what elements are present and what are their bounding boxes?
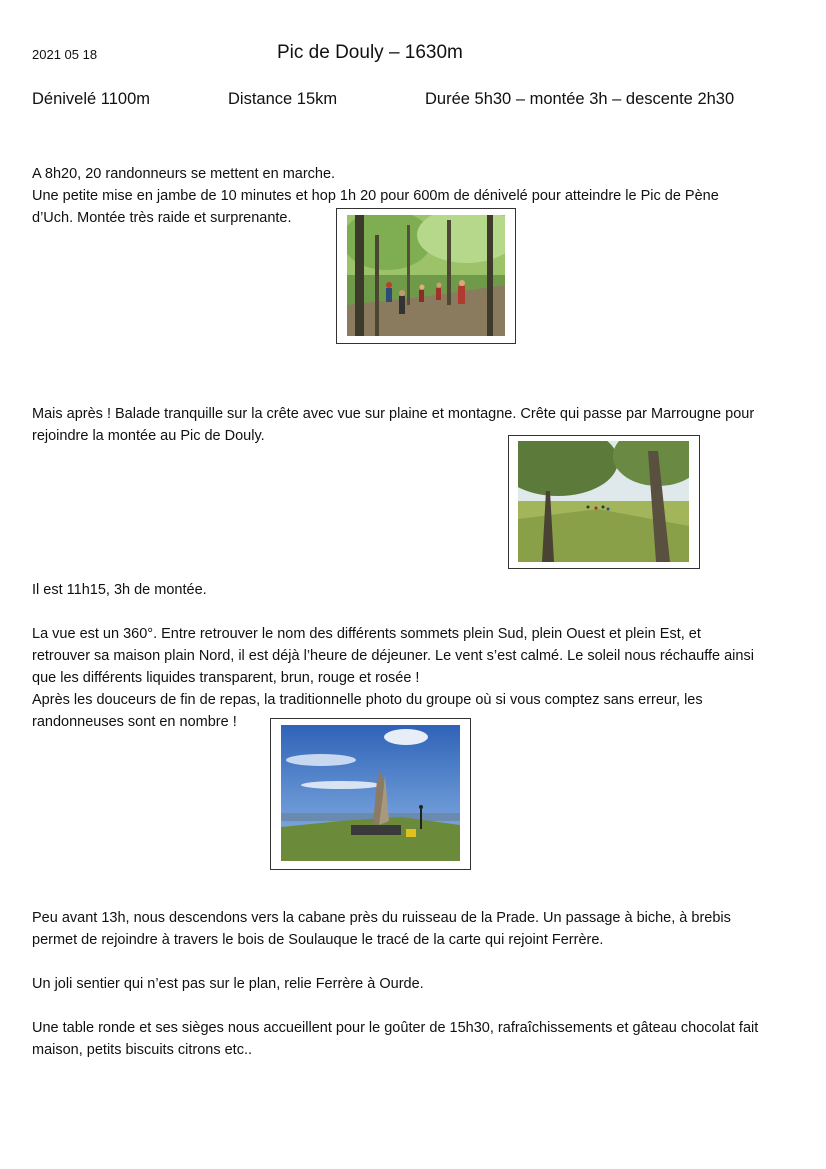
paragraph-time <box>32 579 802 601</box>
text-line: randonneuses sont en nombre ! <box>32 714 237 730</box>
stat-elevation: Dénivelé 1100m <box>32 90 151 108</box>
text-line: A 8h20, 20 randonneurs se mettent en marche. <box>32 166 336 182</box>
text-line: d’Uch. Montée très raide et surprenante. <box>32 210 292 226</box>
text-line: permet de rejoindre à travers le bois de Soulauque le tracé de la carte qui rejoint Ferrère. <box>32 932 604 948</box>
document-date: 2021 05 18 <box>32 47 98 62</box>
stat-duration: Durée 5h30 – montée 3h – descente 2h30 <box>425 90 735 108</box>
text-line: rejoindre la montée au Pic de Douly. <box>32 428 265 444</box>
text-line: Mais après ! Balade tranquille sur la crête avec vue sur plaine et montagne. Crête qui passe par Marrougne pour <box>32 406 755 422</box>
text-line: Après les douceurs de fin de repas, la traditionnelle photo du groupe où si vous comptez sans erreur, les <box>32 692 703 708</box>
text-line: Une petite mise en jambe de 10 minutes et hop 1h 20 pour 600m de dénivelé pour atteindre le Pic de Pène <box>32 188 719 204</box>
text-line: que les différents liquides transparent, brun, rouge et rosée ! <box>32 670 420 686</box>
paragraph-summit <box>32 623 802 733</box>
photo-forest-hikers <box>347 215 505 336</box>
paragraph-snack <box>32 1017 802 1061</box>
photo-crest-trees <box>518 441 689 562</box>
photo-summit-cairn <box>281 725 460 861</box>
document-title: Pic de Douly – 1630m <box>277 42 463 63</box>
text-line: La vue est un 360°. Entre retrouver le nom des différents sommets plein Sud, plein Ouest et plein Est, et <box>32 626 701 642</box>
text-line: Un joli sentier qui n’est pas sur le plan, relie Ferrère à Ourde. <box>32 976 424 992</box>
text-line: Il est 11h15, 3h de montée. <box>32 582 207 598</box>
paragraph-descent <box>32 907 802 951</box>
text-line: retrouver sa maison plain Nord, il est déjà l’heure de déjeuner. Le vent s’est calmé. Le soleil nous réchauffe ainsi <box>32 648 754 664</box>
text-line: Peu avant 13h, nous descendons vers la cabane près du ruisseau de la Prade. Un passage à biche, à brebis <box>32 910 731 926</box>
paragraph-path <box>32 973 802 995</box>
stat-distance: Distance 15km <box>228 90 338 108</box>
text-line: Une table ronde et ses sièges nous accueillent pour le goûter de 15h30, rafraîchissements et gâteau chocolat fait <box>32 1020 759 1036</box>
text-line: maison, petits biscuits citrons etc.. <box>32 1042 252 1058</box>
